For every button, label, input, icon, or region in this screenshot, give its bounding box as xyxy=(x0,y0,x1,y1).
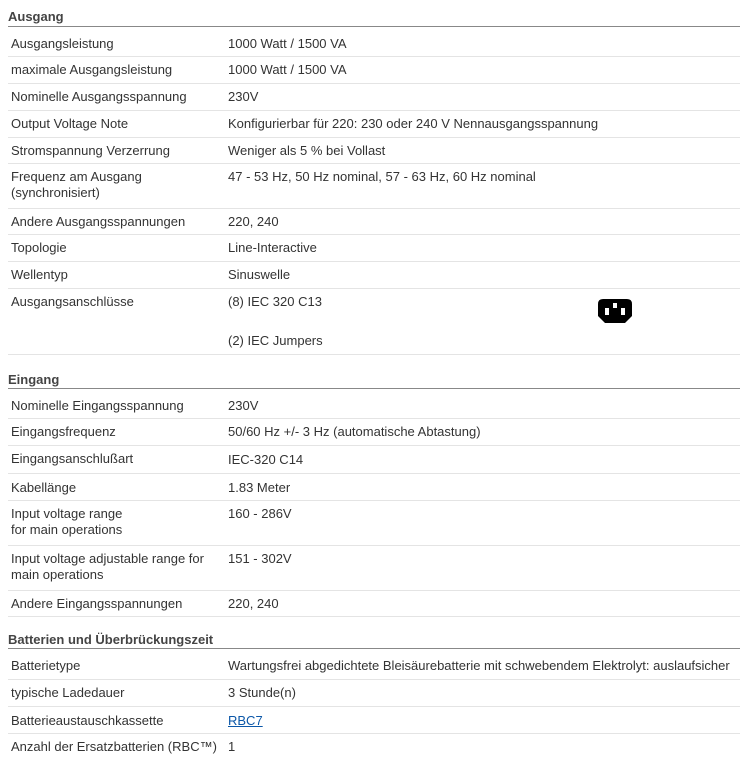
row-label: Eingangsfrequenz xyxy=(11,424,116,439)
row-label: Anzahl der Ersatzbatterien (RBC™) xyxy=(11,739,217,754)
row-value: 1 xyxy=(228,739,236,754)
row-label: typische Ladedauer xyxy=(11,685,125,700)
row-value: Konfigurierbar für 220: 230 oder 240 V Nennausgangsspannung xyxy=(228,116,599,131)
row-value: 50/60 Hz +/- 3 Hz (automatische Abtastung) xyxy=(228,424,481,439)
row-label xyxy=(11,551,221,583)
row-value: 160 - 286V xyxy=(228,506,292,521)
table-row xyxy=(8,30,740,57)
row-value: 3 Stunde(n) xyxy=(228,685,296,700)
table-row xyxy=(8,707,740,734)
row-label: Ausgangsleistung xyxy=(11,36,114,51)
row-label: Batterieaustauschkassette xyxy=(11,713,164,728)
table-row xyxy=(8,652,740,680)
row-value-secondary: (2) IEC Jumpers xyxy=(228,333,323,348)
row-value: 220, 240 xyxy=(228,596,279,611)
table-row xyxy=(8,474,740,501)
row-label: Andere Ausgangsspannungen xyxy=(11,214,186,229)
row-label: Eingangsanschlußart xyxy=(11,451,134,466)
row-label: Wellentyp xyxy=(11,267,68,282)
row-value: 230V xyxy=(228,398,259,413)
table-row xyxy=(8,235,740,262)
section-heading-ausgang: Ausgang xyxy=(8,8,740,27)
row-label: Nominelle Ausgangsspannung xyxy=(11,89,187,104)
table-row xyxy=(8,164,740,209)
table-row xyxy=(8,680,740,707)
section-heading-batterien: Batterien und Überbrückungszeit xyxy=(8,631,740,649)
row-label: Kabellänge xyxy=(11,480,77,495)
table-row xyxy=(8,591,740,617)
row-value: (8) IEC 320 C13 xyxy=(228,294,322,309)
row-label: Nominelle Eingangsspannung xyxy=(11,398,184,413)
table-row xyxy=(8,262,740,289)
row-value xyxy=(228,713,740,729)
row-value: Weniger als 5 % bei Vollast xyxy=(228,143,386,158)
table-row xyxy=(8,57,740,84)
table-row xyxy=(8,446,740,474)
table-row xyxy=(8,734,740,758)
rbc7-link[interactable]: RBC7 xyxy=(228,713,263,728)
table-row xyxy=(8,419,740,446)
section-heading-eingang: Eingang xyxy=(8,371,740,389)
row-label: Ausgangsanschlüsse xyxy=(11,294,134,309)
row-value: IEC-320 C14 xyxy=(228,452,304,467)
row-value: 1000 Watt / 1500 VA xyxy=(228,36,347,51)
row-label: Batterietype xyxy=(11,658,81,673)
table-row xyxy=(8,138,740,164)
row-value: Line-Interactive xyxy=(228,240,317,255)
row-label xyxy=(11,169,221,201)
row-label-line-1: Input voltage range xyxy=(11,506,123,521)
row-label-line-1: Input voltage adjustable range for xyxy=(11,551,204,566)
row-value: Sinuswelle xyxy=(228,267,291,282)
row-label: Topologie xyxy=(11,240,67,255)
row-value: 47 - 53 Hz, 50 Hz nominal, 57 - 63 Hz, 60 Hz nominal xyxy=(228,169,536,184)
table-row xyxy=(8,501,740,546)
row-label-line-2: main operations xyxy=(11,567,104,582)
row-label-line-2: for main operations xyxy=(11,522,123,537)
table-row xyxy=(8,111,740,138)
row-value: 1.83 Meter xyxy=(228,480,291,495)
row-label-line-2: (synchronisiert) xyxy=(11,185,100,200)
row-value: 220, 240 xyxy=(228,214,279,229)
row-value: 151 - 302V xyxy=(228,551,292,566)
row-label: Stromspannung Verzerrung xyxy=(11,143,170,158)
table-row xyxy=(8,392,740,419)
row-label: maximale Ausgangsleistung xyxy=(11,62,173,77)
table-row xyxy=(8,84,740,111)
iec-c13-outlet-icon xyxy=(597,298,633,324)
row-value: Wartungsfrei abgedichtete Bleisäurebatterie mit schwebendem Elektrolyt: auslaufsicher xyxy=(228,658,730,673)
table-row xyxy=(8,209,740,235)
row-label: Andere Eingangsspannungen xyxy=(11,596,183,611)
row-label: Output Voltage Note xyxy=(11,116,129,131)
row-label xyxy=(11,506,221,538)
row-label-line-1: Frequenz am Ausgang xyxy=(11,169,142,184)
row-value: 230V xyxy=(228,89,259,104)
table-row xyxy=(8,546,740,591)
row-value: 1000 Watt / 1500 VA xyxy=(228,62,347,77)
